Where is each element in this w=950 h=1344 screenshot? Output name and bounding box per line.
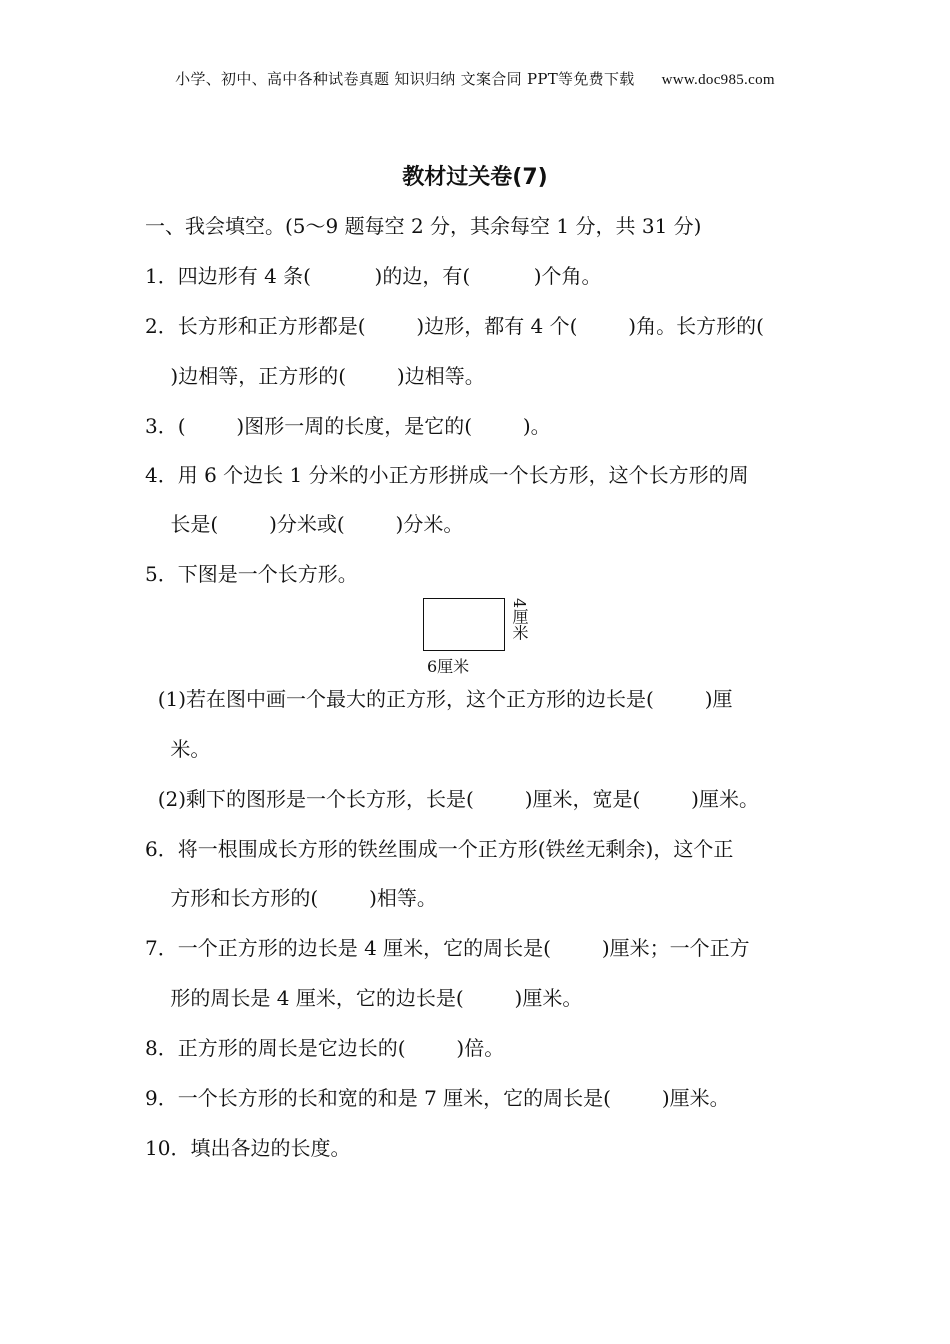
- rectangle-length-label: 6厘米: [427, 657, 470, 676]
- question-4-line-2: 长是( )分米或( )分米。: [145, 512, 464, 536]
- question-2-line-1: 2．长方形和正方形都是( )边形，都有 4 个( )角。长方形的(: [145, 314, 764, 338]
- question-5: 5．下图是一个长方形。: [145, 562, 358, 586]
- question-6-line-2: 方形和长方形的( )相等。: [145, 886, 437, 910]
- page-header: [0, 68, 950, 89]
- question-3: 3．( )图形一周的长度，是它的( )。: [145, 414, 551, 438]
- rectangle-shape: [423, 598, 505, 651]
- question-5-part-2: (2)剩下的图形是一个长方形，长是( )厘米，宽是( )厘米。: [145, 787, 759, 811]
- question-7-line-2: 形的周长是 4 厘米，它的边长是( )厘米。: [145, 986, 583, 1010]
- question-2-line-2: )边相等，正方形的( )边相等。: [145, 364, 485, 388]
- rectangle-width-label: 4厘米: [510, 598, 529, 641]
- question-4-line-1: 4．用 6 个边长 1 分米的小正方形拼成一个长方形，这个长方形的周: [145, 463, 749, 487]
- question-5-part-1-line-1: (1)若在图中画一个最大的正方形，这个正方形的边长是( )厘: [145, 687, 733, 711]
- question-9: 9．一个长方形的长和宽的和是 7 厘米，它的周长是( )厘米。: [145, 1086, 730, 1110]
- question-7-line-1: 7．一个正方形的边长是 4 厘米，它的周长是( )厘米；一个正方: [145, 936, 750, 960]
- header-text: 小学、初中、高中各种试卷真题 知识归纳 文案合同 PPT等免费下载: [175, 70, 635, 88]
- rectangle-figure: [405, 590, 545, 680]
- question-8: 8．正方形的周长是它边长的( )倍。: [145, 1036, 505, 1060]
- question-6-line-1: 6．将一根围成长方形的铁丝围成一个正方形(铁丝无剩余)，这个正: [145, 837, 734, 861]
- section-heading: 一、我会填空。(5～9 题每空 2 分，其余每空 1 分，共 31 分): [145, 214, 702, 238]
- question-5-part-1-line-2: 米。: [145, 737, 211, 761]
- page-title: 教材过关卷(7): [402, 165, 548, 190]
- header-url: www.doc985.com: [661, 72, 775, 88]
- question-10: 10．填出各边的长度。: [145, 1136, 351, 1160]
- question-1: 1．四边形有 4 条( )的边，有( )个角。: [145, 264, 602, 288]
